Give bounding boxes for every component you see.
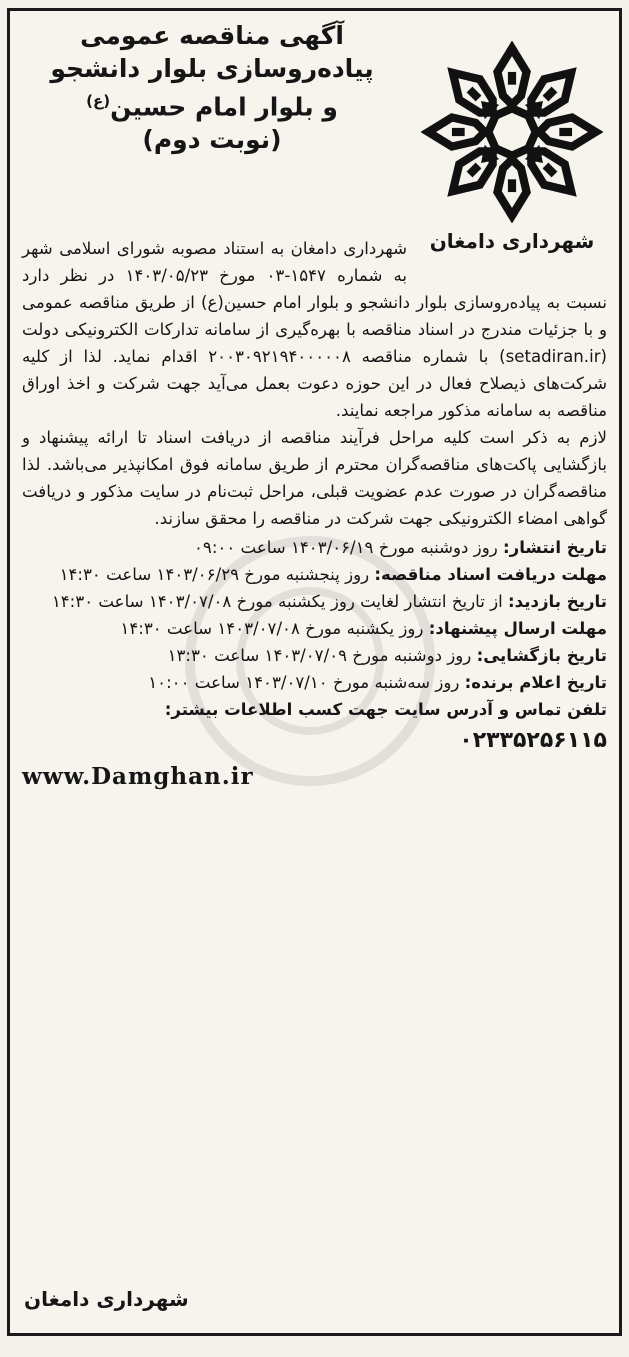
municipality-logo-icon bbox=[421, 41, 603, 223]
municipality-logo-block bbox=[421, 41, 603, 253]
schedule-value: روز سه‌شنبه مورخ ۱۴۰۳/۰۷/۱۰ ساعت ۱۰:۰۰ bbox=[148, 673, 460, 692]
title-superscript: (ع) bbox=[86, 92, 111, 110]
logo-org-name: شهرداری دامغان bbox=[429, 229, 595, 253]
schedule-label: تاریخ بازدید: bbox=[508, 592, 607, 611]
notice-paragraph: لازم به ذکر است کلیه مراحل فرآیند مناقصه از دریافت اسناد تا ارائه پیشنهاد و بازگشایی پاکت‌های مناقصه‌گران محترم از طریق سامانه فوق امکانپذیر می‌باشد. لذا مناقصه‌گران در صورت عدم عضویت قبلی، مراحل ثبت‌نام در سایت مذکور و دریافت گواهی امضاء الکترونیکی جهت شرکت در مناقصه را محقق سازند. bbox=[22, 428, 607, 528]
schedule-label: مهلت دریافت اسناد مناقصه: bbox=[374, 565, 607, 584]
schedule-value: روز پنجشنبه مورخ ۱۴۰۳/۰۶/۲۹ ساعت ۱۴:۳۰ bbox=[59, 565, 370, 584]
intro-text: شهرداری دامغان به استناد مصوبه شورای اسلامی شهر به شماره ۱۵۴۷-۰۳ مورخ ۱۴۰۳/۰۵/۲۳ در نظر دارد نسبت به پیاده‌روسازی بلوار دانشجو و بلوار امام حسین(ع) از طریق مناقصه عمومی و با جزئیات مندرج در اسناد مناقصه با بهره‌گیری از سامانه تدارکات الکترونیکی دولت (setadiran.ir) با شماره مناقصه ۲۰۰۳۰۹۲۱۹۴۰۰۰۰۰۸ اقدام نماید. لذا از کلیه شرکت‌های ذیصلاح فعال در این حوزه دعوت بعمل می‌آید جهت شرکت و اخذ اوراق مناقصه به سامانه مذکور مراجعه نمایند. bbox=[22, 239, 607, 420]
schedule-row-visit bbox=[22, 588, 607, 615]
title-line-3 bbox=[20, 85, 404, 123]
schedule-row-publish bbox=[22, 534, 607, 561]
schedule-value: از تاریخ انتشار لغایت روز یکشنبه مورخ ۱۴۰۳/۰۷/۰۸ ساعت ۱۴:۳۰ bbox=[51, 592, 503, 611]
schedule-row-doc-deadline bbox=[22, 561, 607, 588]
title-line-2: پیاده‌روسازی بلوار دانشجو bbox=[50, 54, 374, 83]
notice-body bbox=[22, 235, 607, 795]
title-line-1: آگهی مناقصه عمومی bbox=[80, 21, 344, 50]
schedule-row-submission bbox=[22, 615, 607, 642]
schedule-value: روز دوشنبه مورخ ۱۴۰۳/۰۶/۱۹ ساعت ۰۹:۰۰ bbox=[194, 538, 498, 557]
contact-title: تلفن تماس و آدرس سایت جهت کسب اطلاعات بیشتر: bbox=[164, 700, 607, 719]
schedule-value: روز یکشنبه مورخ ۱۴۰۳/۰۷/۰۸ ساعت ۱۴:۳۰ bbox=[120, 619, 424, 638]
title-line-3-text: و بلوار امام حسین bbox=[110, 92, 338, 122]
schedule-label: تاریخ انتشار: bbox=[503, 538, 607, 557]
contact-website[interactable]: www.Damghan.ir bbox=[22, 763, 254, 790]
schedule-label: تاریخ اعلام برنده: bbox=[464, 673, 607, 692]
schedule-list bbox=[22, 534, 607, 696]
contact-phone: ۰۲۳۳۵۲۵۶۱۱۵ bbox=[459, 728, 607, 753]
schedule-row-opening bbox=[22, 642, 607, 669]
schedule-label: تاریخ بازگشایی: bbox=[476, 646, 607, 665]
schedule-label: مهلت ارسال پیشنهاد: bbox=[428, 619, 607, 638]
schedule-value: روز دوشنبه مورخ ۱۴۰۳/۰۷/۰۹ ساعت ۱۳:۳۰ bbox=[167, 646, 472, 665]
title-line-4: (نوبت دوم) bbox=[142, 125, 282, 155]
intro-paragraph bbox=[22, 235, 607, 424]
tender-notice bbox=[7, 8, 622, 1336]
footer-org-name: شهرداری دامغان bbox=[24, 1287, 189, 1311]
schedule-row-winner bbox=[22, 669, 607, 696]
notice-title bbox=[20, 19, 404, 156]
